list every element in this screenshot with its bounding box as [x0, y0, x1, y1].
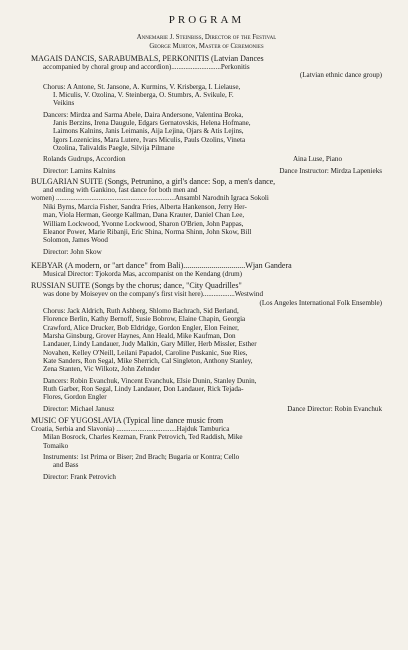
- russian-dancers-line-2: Ruth Garber, Ron Segal, Lindy Landauer, Don Landauer, Rick Tejada-: [43, 385, 244, 393]
- latvian-directors-row: [31, 167, 382, 175]
- russian-title-line-1: RUSSIAN SUITE (Songs by the chorus; dance, "City Quadrilles": [31, 281, 242, 291]
- russian-dancers-line-1: Dancers: Robin Evanchuk, Vincent Evanchuk, Elsie Dunin, Stanley Dunin,: [43, 376, 257, 385]
- latvian-title-line-3: (Latvian ethnic dance group): [299, 71, 382, 80]
- russian-chorus-line-1: Chorus: Jack Aldrich, Ruth Ashberg, Shlomo Bachrach, Sid Berland,: [43, 306, 239, 315]
- russian-title-line-3: (Los Angeles International Folk Ensemble): [259, 298, 382, 307]
- russian-chorus-line-4: Marsha Ginsburg, Grover Haynes, Ann Heald, Mike Kaufman, Don: [43, 331, 236, 340]
- russian-director: Director: Michael Janusz: [43, 404, 115, 413]
- page-title: PROGRAM: [168, 14, 245, 26]
- latvian-chorus-line-2: I. Miculis, V. Ozolina, V. Steinberga, O. Stumbrs, A. Svikule, F.: [53, 91, 234, 100]
- russian-chorus-line-7: Kate Sanders, Ron Segal, Mike Sherrich, Cal Singleton, Anthony Stanley,: [43, 356, 253, 365]
- yugoslavia-members-line-2: Tomaiko: [43, 441, 69, 450]
- bulgarian-members-line-4: Eleanor Power, Marie Ribanji, Eric Shina, Norma Shinn, John Skow, Bill: [43, 227, 252, 236]
- latvian-musicians-row: [31, 155, 382, 163]
- kebyar-title: KEBYAR (A modern, or "art dance" from Bali)...............................Wjan Gandera: [31, 260, 292, 270]
- latvian-dancers-line-2: Janis Berzins, Irena Daugule, Edgars Gernatovskis, Helena Hofmane,: [53, 119, 251, 128]
- russian-chorus-line-5: Landauer, Lindy Landauer, Judy Malkin, Gary Miller, Herb Missler, Esther: [43, 340, 257, 349]
- kebyar-section: [31, 261, 382, 278]
- latvian-dancers-line-3: Laimons Kalnins, Janis Leimanis, Aija Lejina, Ojars & Atis Lejins,: [53, 127, 244, 136]
- yugoslavia-members-line-1: Milan Bosrock, Charles Kezman, Frank Petrovich, Ted Raddish, Mike: [43, 433, 243, 442]
- bulgarian-members-line-5: Solomon, James Wood: [43, 236, 108, 245]
- latvian-section: [31, 54, 382, 175]
- bulgarian-title-line-1: BULGARIAN SUITE (Songs, Petrunino, a girl's dance: Sop, a men's dance,: [31, 177, 276, 187]
- russian-chorus-line-8: Zena Stanten, Vic Wilkotz, John Zehnder: [43, 365, 161, 374]
- latvian-dancers-line-5: Ozolina, Talivaldis Paegle, Silvija Pilmane: [53, 144, 175, 153]
- russian-chorus-line-3: Crawford, Alice Drucker, Bob Eldridge, Gordon Engler, Elon Feiner,: [43, 323, 239, 332]
- bulgarian-members-line-3: William Lockwood, Yvonne Lockwood, Sharon O'Brien, John Pappas,: [43, 219, 244, 228]
- latvian-piano: Aina Luse, Piano: [292, 155, 342, 164]
- yugoslavia-instruments-line-1: Instruments: 1st Prima or Biser; 2nd Brach; Bugaria or Kontra; Cello: [43, 453, 240, 462]
- bulgarian-director: Director: John Skow: [43, 247, 102, 256]
- master-of-ceremonies-line: George Murton, Master of Ceremonies: [149, 43, 264, 50]
- bulgarian-title-line-2: and ending with Gankino, fast dance for both men and: [43, 186, 198, 195]
- latvian-dance-instructor: Dance Instructor: Mirdza Lapenieks: [279, 166, 382, 175]
- russian-section: [31, 281, 382, 413]
- latvian-dancers-line-1: Dancers: Mirdza and Sarma Abele, Daira Andersone, Valentina Broka,: [43, 110, 244, 119]
- latvian-chorus-line-1: Chorus: A Antone, St. Jansone, A. Kurmins, V. Krisberga, I. Lielause,: [43, 82, 241, 91]
- russian-dance-director: Dance Director: Robin Evanchuk: [287, 404, 382, 413]
- kebyar-musical-director: Musical Director: Tjokorda Mas, accompanist on the Kendang (drum): [43, 269, 243, 278]
- yugoslavia-instruments-line-2: and Bass: [53, 461, 79, 470]
- latvian-dancers-line-4: Igors Lozenicins, Mara Lutere, Ivars Miculis, Pauls Ozolins, Vineta: [53, 135, 246, 144]
- latvian-director: Director: Lamins Kalnins: [43, 166, 116, 175]
- bulgarian-members-line-2: man, Viola Herman, George Kallman, Dana Krauter, Daniel Chan Lee,: [43, 211, 245, 220]
- festival-director-line: Annemarie J. Steinbiss, Director of the Festival: [136, 34, 277, 41]
- russian-title-line-2: was done by Moiseyev on the company's first visit here)..................Westwind: [43, 290, 263, 299]
- latvian-title-line-2: accompanied by choral group and accordion)............................Perkonitis: [43, 63, 250, 71]
- russian-chorus-line-6: Novahen, Kelley O'Neill, Leilani Papadol, Caroline Puskanic, Sue Ries,: [43, 348, 248, 357]
- latvian-accordion: Rolands Gudrups, Accordion: [43, 155, 126, 164]
- yugoslavia-title-line-1: MUSIC OF YUGOSLAVIA (Typical line dance music from: [31, 416, 224, 426]
- bulgarian-members-line-1: Niki Byrns, Marcia Fisher, Sandra Fries, Alberta Hankenson, Jerry Her-: [43, 202, 247, 211]
- latvian-title-line-1: MAGAIS DANCIS, SARABUMBALS, PERKONITIS (Latvian Dances: [31, 54, 264, 63]
- latvian-chorus-line-3: Veikins: [53, 99, 75, 108]
- bulgarian-section: [31, 177, 382, 256]
- bulgarian-title-line-3: women) ...................................................................Ansambl Narodnih Igraca Sokoli: [31, 194, 269, 203]
- yugoslavia-section: [31, 416, 382, 481]
- yugoslavia-title-line-2: Croatia, Serbia and Slavonia) ..................................Hajduk Tamburica: [31, 425, 230, 434]
- yugoslavia-director: Director: Frank Petrovich: [43, 472, 116, 481]
- russian-chorus-line-2: Florence Berlin, Kathy Bernoff, Susie Bobrow, Elaine Chapin, Georgia: [43, 315, 246, 324]
- russian-dancers-line-3: Flores, Gordon Engler: [43, 393, 107, 402]
- russian-directors-row: [31, 405, 382, 413]
